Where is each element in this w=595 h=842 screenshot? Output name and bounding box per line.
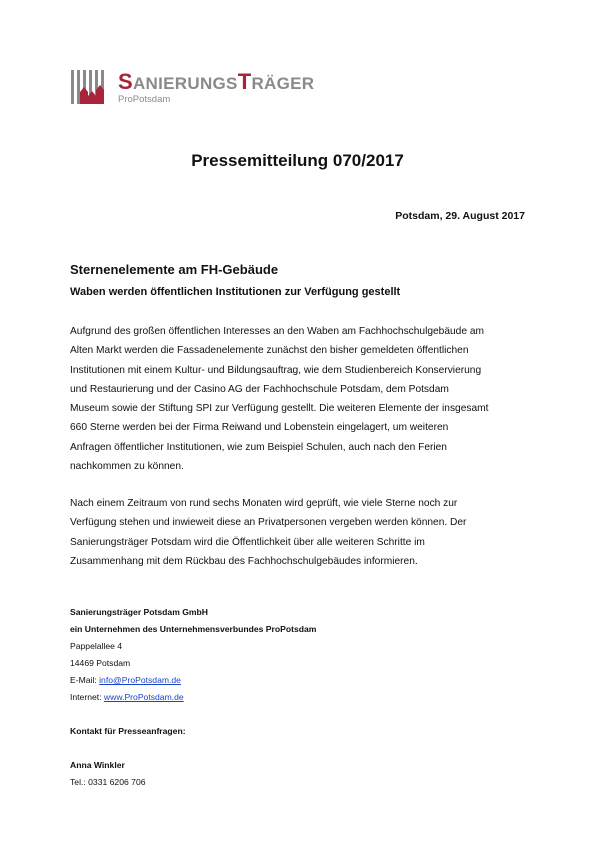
paragraph-line: nachkommen zu können.	[70, 461, 184, 473]
logo-wordmark: SANIERUNGSTRÄGER	[118, 69, 315, 94]
email-label: E-Mail:	[70, 675, 100, 685]
logo-mark-icon	[70, 70, 110, 106]
street-address: Pappelallee 4	[70, 641, 123, 651]
contact-block	[70, 604, 316, 791]
paragraph-line: Nach einem Zeitraum von rund sechs Monaten wird geprüft, wie viele Sterne noch zur	[70, 498, 458, 509]
company-name: Sanierungsträger Potsdam GmbH	[70, 607, 209, 617]
email-line	[70, 672, 316, 689]
paragraph-1	[70, 322, 530, 476]
city-address: 14469 Potsdam	[70, 658, 131, 668]
paragraph-line: Anfragen öffentlicher Institutionen, wie zum Beispiel Schulen, auch nach den Ferien	[70, 441, 447, 453]
press-contact-heading: Kontakt für Presseanfragen:	[70, 726, 186, 736]
internet-label: Internet:	[70, 692, 104, 702]
paragraph-line: Zusammenhang mit dem Rückbau des Fachhochschulgebäudes informieren.	[70, 555, 418, 567]
internet-line	[70, 689, 316, 706]
logo-subtitle: ProPotsdam	[118, 94, 171, 105]
company-affiliation: ein Unternehmen des Unternehmensverbundes ProPotsdam	[70, 624, 317, 634]
paragraph-line: Verfügung stehen und inwieweit diese an Privatpersonen vergeben werden können. Der	[70, 517, 467, 529]
paragraph-2	[70, 494, 530, 571]
email-link[interactable]: info@ProPotsdam.de	[99, 675, 181, 685]
paragraph-line: Alten Markt werden die Fassadenelemente zunächst den bisher gemeldeten öffentlichen	[70, 345, 469, 357]
phone-number: Tel.: 0331 6206 706	[70, 777, 146, 787]
website-link[interactable]: www.ProPotsdam.de	[103, 692, 184, 702]
paragraph-line: 660 Sterne werden bei der Firma Reiwand und Lobenstein eingelagert, um weiteren	[70, 422, 449, 434]
paragraph-line: Institutionen mit einem Kultur- und Bildungsauftrag, wie dem Studienbereich Konservierung	[70, 364, 482, 376]
paragraph-line: und Restaurierung und der Casino AG der Fachhochschule Potsdam, dem Potsdam	[70, 383, 449, 395]
paragraph-line: Aufgrund des großen öffentlichen Interesses an den Waben am Fachhochschulgebäude am	[70, 326, 484, 337]
logo	[70, 70, 340, 110]
paragraph-line: Museum sowie der Stiftung SPI zur Verfügung gestellt. Die weiteren Elemente der insgesamt	[70, 403, 489, 415]
date-line: Potsdam, 29. August 2017	[395, 210, 525, 222]
subheadline: Waben werden öffentlichen Institutionen zur Verfügung gestellt	[70, 286, 401, 298]
contact-person: Anna Winkler	[70, 760, 125, 770]
paragraph-line: Sanierungsträger Potsdam wird die Öffentlichkeit über alle weiteren Schritte im	[70, 536, 425, 548]
press-release-title: Pressemitteilung 070/2017	[191, 151, 404, 170]
headline: Sternenelemente am FH-Gebäude	[70, 262, 279, 277]
